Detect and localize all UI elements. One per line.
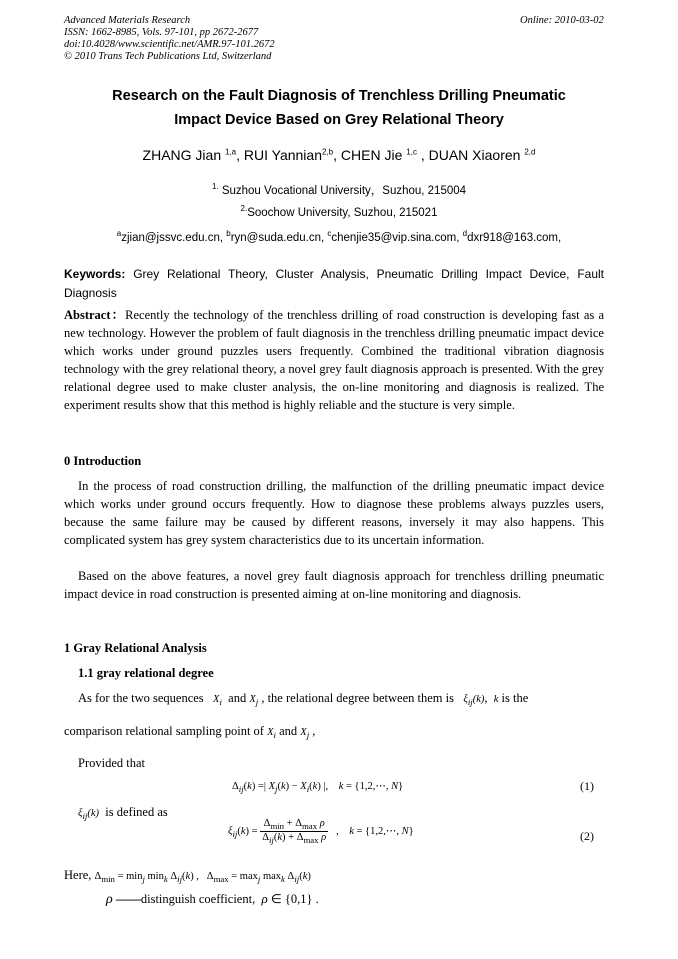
- copyright-line: © 2010 Trans Tech Publications Ltd, Switzerland: [64, 51, 272, 62]
- keywords: [64, 265, 604, 303]
- author-affil-sup: 2,b: [322, 147, 334, 157]
- email-link[interactable]: chenjie35@vip.sina.com: [331, 232, 457, 244]
- equation-2: $\xi_{ij}(k)$ = $\frac{\Delta_{min} + \Delta_{max} \rho}{\Delta_{ij}(k) + \Delta_{max} \rho}$ , k = {1,2,⋯, N}: [228, 818, 414, 846]
- author-affil-sup: 2,d: [524, 147, 536, 157]
- email-link[interactable]: zjian@jssvc.edu.cn: [121, 232, 220, 244]
- author-affil-sup: 1,a: [225, 147, 237, 157]
- subsection-heading: 1.1 gray relational degree: [78, 666, 214, 680]
- paper-title-line2: Impact Device Based on Grey Relational Theory: [174, 112, 504, 128]
- intro-paragraph-1: In the process of road construction drilling, the malfunction of the drilling pneumatic impact device which works under ground occurs frequently. How to diagnose these problems always puzzles users, because the same failure may be caused by different reasons, inversely it may also happens. This complicated system has grey system characteristics due to its uncertain information.: [64, 479, 604, 547]
- equation-2-fraction: $\frac{\Delta_{min} + \Delta_{max} \rho}{\Delta_{ij}(k) + \Delta_{max} \rho}$: [262, 818, 327, 846]
- intro-paragraph-2: Based on the above features, a novel grey fault diagnosis approach for trenchless drilling pneumatic impact device in road construction is presented aiming at on-line monitoring and diagnosis.: [64, 569, 604, 601]
- rho-definition: ρ ——distinguish coefficient, ρ ∈ {0,1} .: [106, 891, 319, 907]
- email-list: $^a$zjian@jssvc.edu.cn, $^b$ryn@suda.edu.cn, $^c$chenjie35@vip.sina.com, $^d$dxr918@163.com,: [116, 229, 562, 244]
- online-date: Online: 2010-03-02: [520, 15, 604, 26]
- section-heading-gray-relational: 1 Gray Relational Analysis: [64, 641, 207, 655]
- provided-that: Provided that: [78, 756, 146, 770]
- abstract-text: Recently the technology of the trenchless drilling of road construction is developing fast as a new technology. However the problem of fault diagnosis in the trenchless drilling pneumatic impact device which works under ground puzzles users frequently. Combined the traditional vibration diagnosis technology with the grey relational theory, a novel grey fault diagnosis approach is presented. With the grey relational degree used to make cluster analysis, the on-line monitoring and diagnosis is realized. The experiment results show that this method is highly reliable and the stucture is very simple.: [64, 308, 605, 412]
- affiliation-1: $^{1.}$ Suzhou Vocational University，Suzhou, 215004: [211, 182, 467, 197]
- issn-line: ISSN: 1662-8985, Vols. 97-101, pp 2672-2677: [64, 27, 259, 38]
- paper-title-line1: Research on the Fault Diagnosis of Trenchless Drilling Pneumatic: [112, 88, 566, 104]
- math-xi: $X_i$: [213, 694, 222, 708]
- author-name: CHEN Jie: [340, 147, 403, 163]
- doi-line: doi:10.4028/www.scientific.net/AMR.97-101.2672: [64, 39, 275, 50]
- author-name: ZHANG Jian: [142, 147, 222, 163]
- journal-name: Advanced Materials Research: [64, 15, 191, 26]
- sampling-point-sentence: comparison relational sampling point of $X_i$ and $X_j$ ,: [64, 724, 316, 741]
- author-list: ZHANG Jian $^{1,a}$, RUI Yannian$^{2,b}$, CHEN Jie $^{1,c}$ , DUAN Xiaoren $^{2,d}$: [142, 147, 536, 163]
- author-name: DUAN Xiaoren: [428, 147, 521, 163]
- affiliation-2: $^{2.}$Soochow University, Suzhou, 215021: [240, 204, 438, 219]
- here-definitions: Here, $\Delta_{min} = \min_j \min_k \Delta_{ij}(k)$ , $\Delta_{max} = \max_j \max_k \Delta_{ij}(k)$: [64, 868, 311, 885]
- section-heading-introduction: 0 Introduction: [64, 454, 142, 468]
- author-name: RUI Yannian: [243, 147, 322, 163]
- equation-1-number: (1): [580, 779, 594, 793]
- email-link[interactable]: ryn@suda.edu.cn: [230, 232, 321, 244]
- math-xj: $X_j$: [249, 694, 259, 708]
- equation-2-number: (2): [580, 829, 594, 843]
- math-xi-ij: $\xi_{ij}(k)$: [463, 694, 485, 708]
- keywords-text: Grey Relational Theory, Cluster Analysis, Pneumatic Drilling Impact Device, Fault Diagnosis: [64, 267, 604, 300]
- author-affil-sup: 1,c: [406, 147, 417, 157]
- equation-1: $\Delta_{ij}(k)$ =| $X_j(k) - X_i(k)$ |, k = {1,2,⋯, N}: [232, 781, 404, 795]
- keywords-label: Keywords:: [64, 267, 126, 281]
- sequences-sentence: As for the two sequences $X_i$ and $X_j$ , the relational degree between them is $\xi_{ij}(k)$, k is the: [78, 691, 529, 708]
- abstract-label: Abstract：: [64, 308, 126, 322]
- defined-as-sentence: $\xi_{ij}(k)$ is defined as: [78, 805, 168, 822]
- abstract: [64, 306, 604, 414]
- email-link[interactable]: dxr918@163.com: [467, 232, 559, 244]
